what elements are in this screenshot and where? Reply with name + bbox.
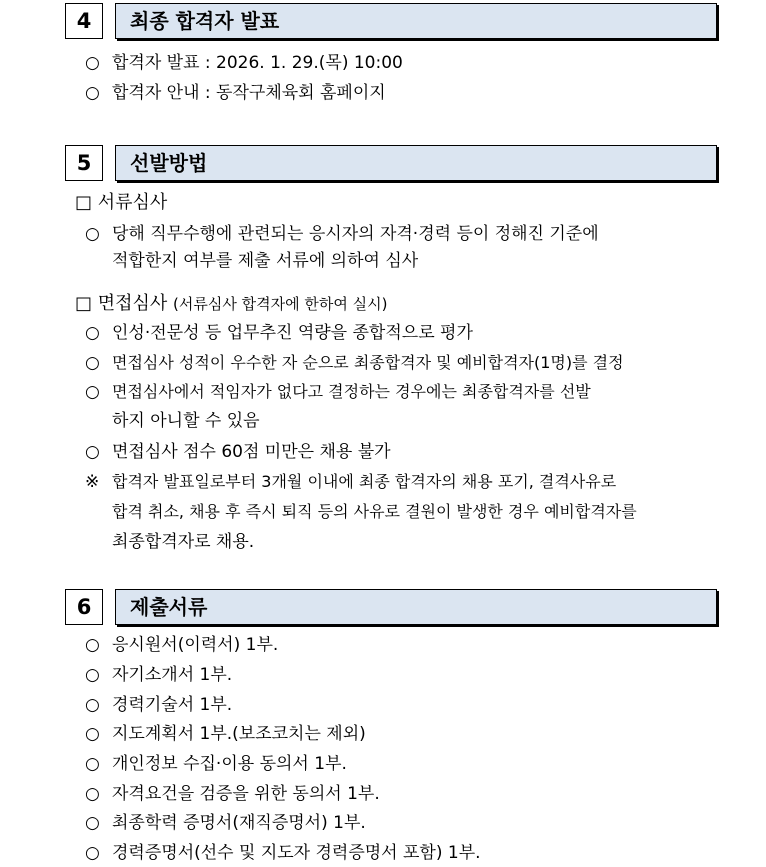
- checkbox-square-icon: □: [75, 293, 93, 314]
- bullet: ○: [85, 323, 100, 343]
- checkbox-square-icon: □: [75, 192, 93, 213]
- list-item: 응시원서(이력서) 1부.: [112, 635, 279, 655]
- bullet: ○: [85, 83, 100, 103]
- list-item: 경력기술서 1부.: [112, 695, 233, 715]
- list-item: 지도계획서 1부.(보조코치는 제외): [112, 724, 366, 744]
- list-item-line: 인성·전문성 등 업무추진 역량을 종합적으로 평가: [112, 323, 473, 343]
- list-item: 최종학력 증명서(재직증명서) 1부.: [112, 813, 366, 833]
- list-item: 자격요건을 검증을 위한 동의서 1부.: [112, 784, 380, 804]
- section-number: 6: [65, 589, 103, 625]
- section-title: 선발방법: [115, 145, 717, 181]
- section-title: 제출서류: [115, 589, 717, 625]
- subsection-document-review: [75, 191, 167, 215]
- bullet: ○: [85, 695, 100, 715]
- list-item-line: 면접심사 성적이 우수한 자 순으로 최종합격자 및 예비합격자(1명)를 결정: [112, 353, 624, 372]
- list-item-line: 하지 아니할 수 있음: [112, 411, 260, 431]
- list-item-line: 합격자 발표일로부터 3개월 이내에 최종 합격자의 채용 포기, 결격사유로: [112, 472, 617, 491]
- bullet: ○: [85, 224, 100, 244]
- list-item: 합격자 발표 : 2026. 1. 29.(목) 10:00: [112, 53, 403, 73]
- list-item: 합격자 안내 : 동작구체육회 홈페이지: [112, 83, 386, 103]
- bullet: ○: [85, 382, 100, 402]
- subsection-note: (서류심사 합격자에 한하여 실시): [173, 295, 388, 313]
- list-item-line: 면접심사 점수 60점 미만은 채용 불가: [112, 442, 391, 462]
- section-title: 최종 합격자 발표: [115, 3, 717, 39]
- bullet: ○: [85, 665, 100, 685]
- list-item: 경력증명서(선수 및 지도자 경력증명서 포함) 1부.: [112, 843, 481, 863]
- list-item: 자기소개서 1부.: [112, 665, 233, 685]
- bullet: ○: [85, 754, 100, 774]
- bullet: ○: [85, 813, 100, 833]
- bullet: ○: [85, 53, 100, 73]
- list-item-line: 최종합격자로 채용.: [112, 532, 255, 552]
- list-item-line: 합격 취소, 채용 후 즉시 퇴직 등의 사유로 결원이 발생한 경우 예비합격자를: [112, 502, 637, 521]
- bullet: ○: [85, 784, 100, 804]
- section-number: 4: [65, 3, 103, 39]
- bullet: ○: [85, 353, 100, 373]
- bullet: ○: [85, 724, 100, 744]
- section-number: 5: [65, 145, 103, 181]
- subsection-interview: [75, 292, 387, 316]
- list-item: 개인정보 수집·이용 동의서 1부.: [112, 754, 347, 774]
- list-item-line: 당해 직무수행에 관련되는 응시자의 자격·경력 등이 정해진 기준에: [112, 224, 599, 244]
- subsection-label: 서류심사: [97, 192, 168, 213]
- list-item-line: 적합한지 여부를 제출 서류에 의하여 심사: [112, 251, 419, 271]
- list-item-line: 면접심사에서 적임자가 없다고 결정하는 경우에는 최종합격자를 선발: [112, 382, 591, 401]
- reference-mark: ※: [85, 472, 100, 492]
- bullet: ○: [85, 442, 100, 462]
- bullet: ○: [85, 843, 100, 863]
- subsection-label: 면접심사: [97, 293, 168, 314]
- bullet: ○: [85, 635, 100, 655]
